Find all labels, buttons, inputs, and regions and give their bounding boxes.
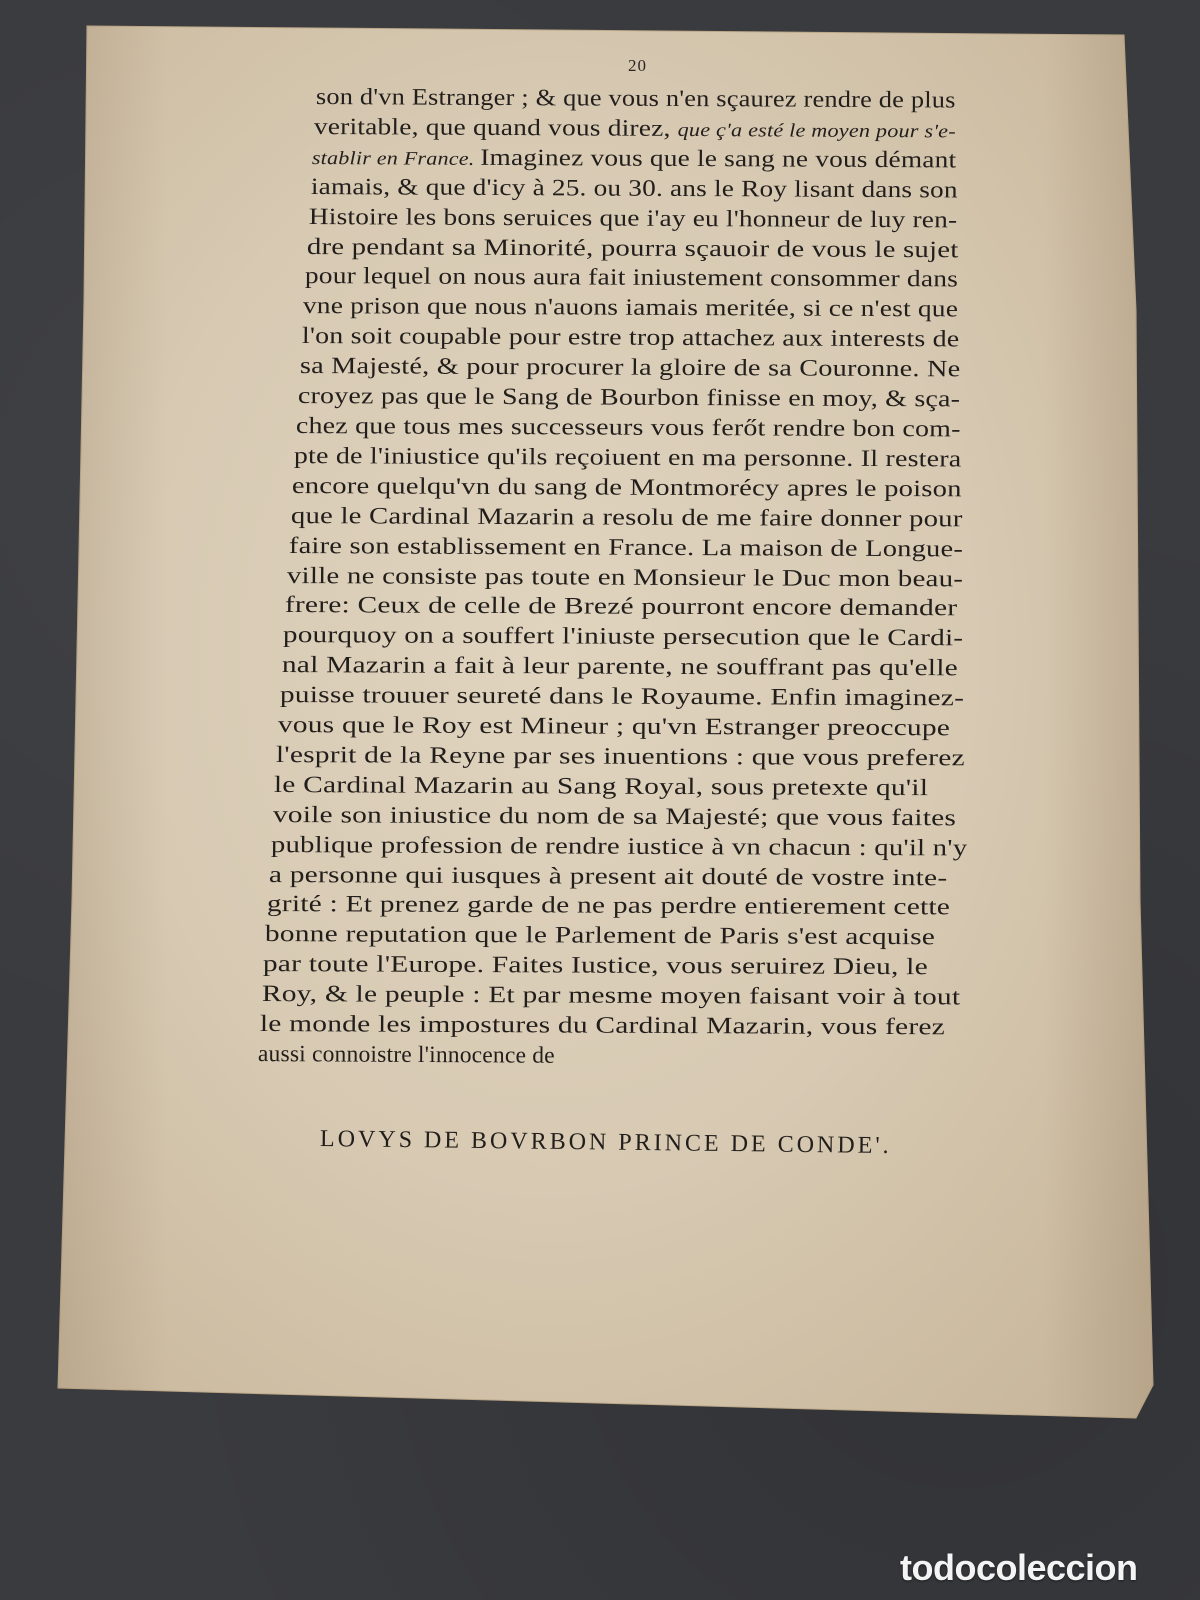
line-text: croyez pas que le Sang de Bourbon finisse en moy, & sça- bbox=[297, 383, 961, 413]
line-text: son d'vn Estranger ; & que vous n'en sçaurez rendre de plus bbox=[315, 84, 956, 114]
text-line bbox=[310, 173, 958, 204]
italic-run: stablir en France. bbox=[312, 147, 481, 170]
text-line bbox=[267, 893, 950, 920]
text-line bbox=[288, 532, 964, 562]
text-line bbox=[298, 385, 961, 412]
text-line bbox=[275, 741, 966, 772]
line-text: veritable, que quand vous direz, bbox=[314, 113, 678, 142]
line-text: ville ne consiste pas toute en Monsieur le Duc mon beau- bbox=[286, 562, 964, 592]
text-line bbox=[263, 953, 928, 980]
line-text: vous que le Roy est Mineur ; qu'vn Estranger preoccupe bbox=[277, 712, 951, 742]
text-line bbox=[274, 771, 929, 802]
line-text: iamais, & que d'icy à 25. ou 30. ans le Roy lisant dans son bbox=[310, 173, 958, 204]
text-line bbox=[301, 325, 959, 352]
text-line bbox=[292, 472, 963, 503]
text-line bbox=[270, 831, 968, 862]
line-text: sa Majesté, & pour procurer la gloire de sa Couronne. Ne bbox=[299, 353, 961, 383]
line-text: Roy, & le peuple : Et par mesme moyen faisant voir à tout bbox=[261, 981, 961, 1011]
line-text: le Cardinal Mazarin au Sang Royal, sous pretexte qu'il bbox=[274, 771, 929, 802]
text-line bbox=[260, 1013, 945, 1040]
text-line bbox=[303, 295, 958, 322]
text-line bbox=[283, 624, 964, 651]
line-text: a personne qui iusques à present ait douté de vostre inte- bbox=[268, 861, 948, 891]
text-line bbox=[308, 203, 958, 234]
line-text: que le Cardinal Mazarin a resolu de me faire donner pour bbox=[290, 502, 963, 533]
line-text: frere: Ceux de celle de Brezé pourront encore demander bbox=[285, 592, 958, 622]
italic-run: que ç'a esté le moyen pour s'e- bbox=[677, 119, 957, 143]
line-text: chez que tous mes successeurs vous ferőt rendre bon com- bbox=[295, 412, 961, 443]
line-text: Imaginez vous que le sang ne vous démant bbox=[480, 144, 957, 174]
text-line bbox=[265, 923, 935, 950]
line-text: par toute l'Europe. Faites Iustice, vous seruirez Dieu, le bbox=[263, 951, 929, 981]
text-line bbox=[278, 714, 950, 741]
line-text: voile son iniustice du nom de sa Majesté; que vous faites bbox=[272, 801, 956, 832]
watermark-logo: todocoleccion bbox=[900, 1547, 1138, 1588]
text-line bbox=[295, 412, 961, 443]
text-line bbox=[314, 113, 957, 143]
line-text: grité : Et prenez garde de ne pas perdre entierement cette bbox=[266, 891, 951, 921]
text-line bbox=[280, 684, 964, 711]
text-line bbox=[285, 594, 958, 621]
line-text: pte de l'iniustice qu'ils reçoiuent en ma personne. Il restera bbox=[294, 442, 962, 473]
text-line bbox=[312, 146, 957, 173]
text-line bbox=[306, 233, 959, 263]
text-line bbox=[286, 562, 964, 592]
text-line bbox=[281, 654, 957, 681]
text-line bbox=[258, 1043, 555, 1068]
line-text: pour lequel on nous aura fait iniustement consommer dans bbox=[304, 263, 959, 293]
text-line bbox=[294, 442, 962, 473]
text-line bbox=[305, 265, 958, 292]
text-line bbox=[316, 86, 956, 113]
line-text: aussi connoistre l'innocence de bbox=[257, 1041, 555, 1069]
page-number: 20 bbox=[628, 56, 647, 75]
text-line bbox=[290, 502, 963, 533]
line-text: nal Mazarin a fait à leur parente, ne souffrant pas qu'elle bbox=[281, 652, 958, 682]
text-line bbox=[272, 801, 956, 832]
line-text: pourquoy on a souffert l'iniuste persecution que le Cardi- bbox=[283, 622, 964, 652]
line-text: bonne reputation que le Parlement de Paris s'est acquise bbox=[265, 921, 936, 951]
text-line bbox=[261, 983, 960, 1010]
line-text: publique profession de rendre iustice à vn chacun : qu'il n'y bbox=[270, 831, 968, 862]
line-text: faire son establissement en France. La maison de Longue- bbox=[288, 532, 964, 562]
text-line bbox=[300, 355, 961, 382]
line-text: l'esprit de la Reyne par ses inuentions : que vous preferez bbox=[275, 741, 966, 772]
signature-line: LOVYS DE BOVRBON PRINCE DE CONDE'. bbox=[319, 1126, 892, 1159]
line-text: vne prison que nous n'auons iamais meritée, si ce n'est que bbox=[303, 293, 959, 323]
text-line bbox=[268, 861, 948, 891]
line-text: le monde les impostures du Cardinal Mazarin, vous ferez bbox=[259, 1011, 945, 1041]
line-text: Histoire les bons seruices que i'ay eu l'honneur de luy ren- bbox=[308, 203, 958, 234]
line-text: puisse trouuer seureté dans le Royaume. Enfin imaginez- bbox=[279, 682, 965, 712]
line-text: dre pendant sa Minorité, pourra sçauoir de vous le sujet bbox=[306, 233, 959, 263]
line-text: l'on soit coupable pour estre trop attachez aux interests de bbox=[301, 323, 960, 353]
line-text: encore quelqu'vn du sang de Montmorécy apres le poison bbox=[292, 472, 963, 503]
